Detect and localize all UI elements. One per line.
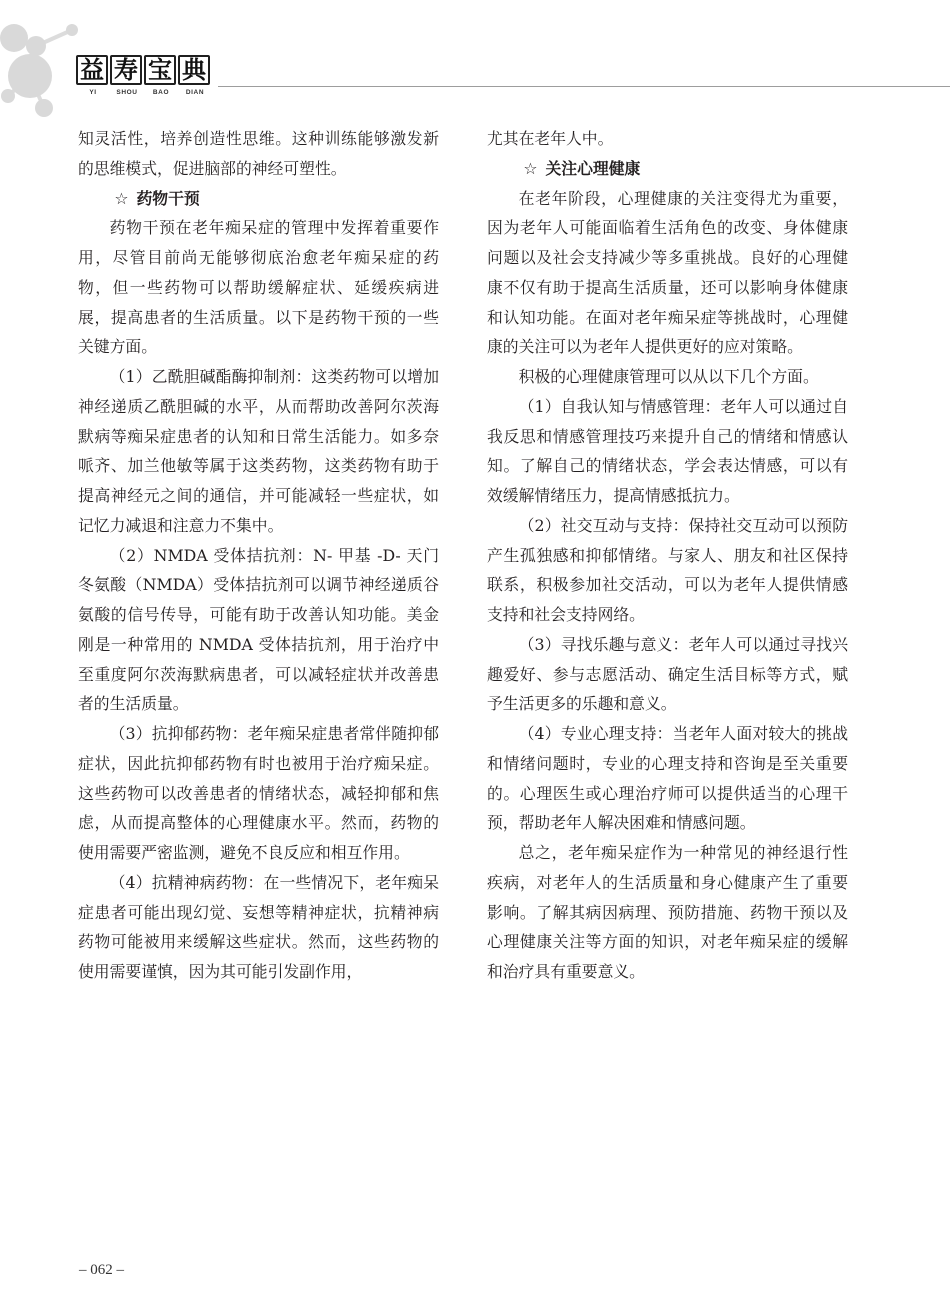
logo-pinyin-item: DIAN [185,89,205,96]
logo-char: 益 [76,55,108,85]
star-icon: ☆ [114,188,129,208]
publication-logo [76,55,212,96]
logo-pinyin-item: BAO [152,89,170,96]
paragraph: 知灵活性，培养创造性思维。这种训练能够激发新的思维模式，促进脑部的神经可塑性。 [78,129,439,178]
right-column [487,124,848,987]
paragraph: （3）寻找乐趣与意义：老年人可以通过寻找兴趣爱好、参与志愿活动、确定生活目标等方式，赋予生活更多的乐趣和意义。 [487,634,848,714]
section-heading [487,154,848,184]
paragraph: （4）抗精神病药物：在一些情况下，老年痴呆症患者可能出现幻觉、妄想等精神症状，抗精神病药物可能被用来缓解这些症状。然而，这些药物的使用需要谨慎，因为其可能引发副作用， [78,872,439,981]
logo-pinyin-item: SHOU [116,89,138,96]
paragraph: 在老年阶段，心理健康的关注变得尤为重要，因为老年人可能面临着生活角色的改变、身体健康问题以及社会支持减少等多重挑战。良好的心理健康不仅有助于提高生活质量，还可以影响身体健康和认知功能。在面对老年痴呆症等挑战时，心理健康的关注可以为老年人提供更好的应对策略。 [487,188,848,357]
paragraph: （2）社交互动与支持：保持社交互动可以预防产生孤独感和抑郁情绪。与家人、朋友和社区保持联系，积极参加社交活动，可以为老年人提供情感支持和社会支持网络。 [487,515,848,624]
paragraph: （1）乙酰胆碱酯酶抑制剂：这类药物可以增加神经递质乙酰胆碱的水平，从而帮助改善阿尔茨海默病等痴呆症患者的认知和日常生活能力。如多奈哌齐、加兰他敏等属于这类药物，这类药物有助于提高神经元之间的通信，并可能减轻一些症状，如记忆力减退和注意力不集中。 [78,367,439,535]
paragraph: 尤其在老年人中。 [487,129,614,148]
logo-char: 典 [178,55,210,85]
paragraph: （1）自我认知与情感管理：老年人可以通过自我反思和情感管理技巧来提升自己的情绪和情感认知。了解自己的情绪状态，学会表达情感，可以有效缓解情绪压力，提高情感抵抗力。 [487,396,848,505]
logo-char: 寿 [110,55,142,85]
header-divider [218,86,950,87]
paragraph: 药物干预在老年痴呆症的管理中发挥着重要作用，尽管目前尚无能够彻底治愈老年痴呆症的药物，但一些药物可以帮助缓解症状、延缓疾病进展，提高患者的生活质量。以下是药物干预的一些关键方面。 [78,218,439,357]
page-number: – 062 – [79,1262,124,1278]
logo-characters [76,55,212,85]
star-icon: ☆ [523,158,538,178]
paragraph: 总之，老年痴呆症作为一种常见的神经退行性疾病，对老年人的生活质量和身心健康产生了重要影响。了解其病因病理、预防措施、药物干预以及心理健康关注等方面的知识，对老年痴呆症的缓解和治疗具有重要意义。 [487,843,848,981]
logo-pinyin-item: YI [89,89,97,96]
logo-char: 宝 [144,55,176,85]
section-heading [78,184,439,214]
paragraph: 积极的心理健康管理可以从以下几个方面。 [518,367,819,386]
paragraph: （2）NMDA 受体拮抗剂：N- 甲基 -D- 天门冬氨酸（NMDA）受体拮抗剂可以调节神经递质谷氨酸的信号传导，可能有助于改善认知功能。美金刚是一种常用的 NMDA 受体拮抗剂，用于治疗中至重度阿尔茨海默病患者，可以减轻症状并改善患者的生活质量。 [78,545,439,714]
section-heading-text: 关注心理健康 [545,158,641,178]
section-heading-text: 药物干预 [136,188,200,208]
logo-pinyin [76,89,212,96]
paragraph: （3）抗抑郁药物：老年痴呆症患者常伴随抑郁症状，因此抗抑郁药物有时也被用于治疗痴呆症。这些药物可以改善患者的情绪状态，减轻抑郁和焦虑，从而提高整体的心理健康水平。然而，药物的使用需要严密监测，避免不良反应和相互作用。 [78,724,439,862]
paragraph: （4）专业心理支持：当老年人面对较大的挑战和情绪问题时，专业的心理支持和咨询是至关重要的。心理医生或心理治疗师可以提供适当的心理干预，帮助老年人解决困难和情感问题。 [487,724,848,833]
left-column [78,124,439,987]
